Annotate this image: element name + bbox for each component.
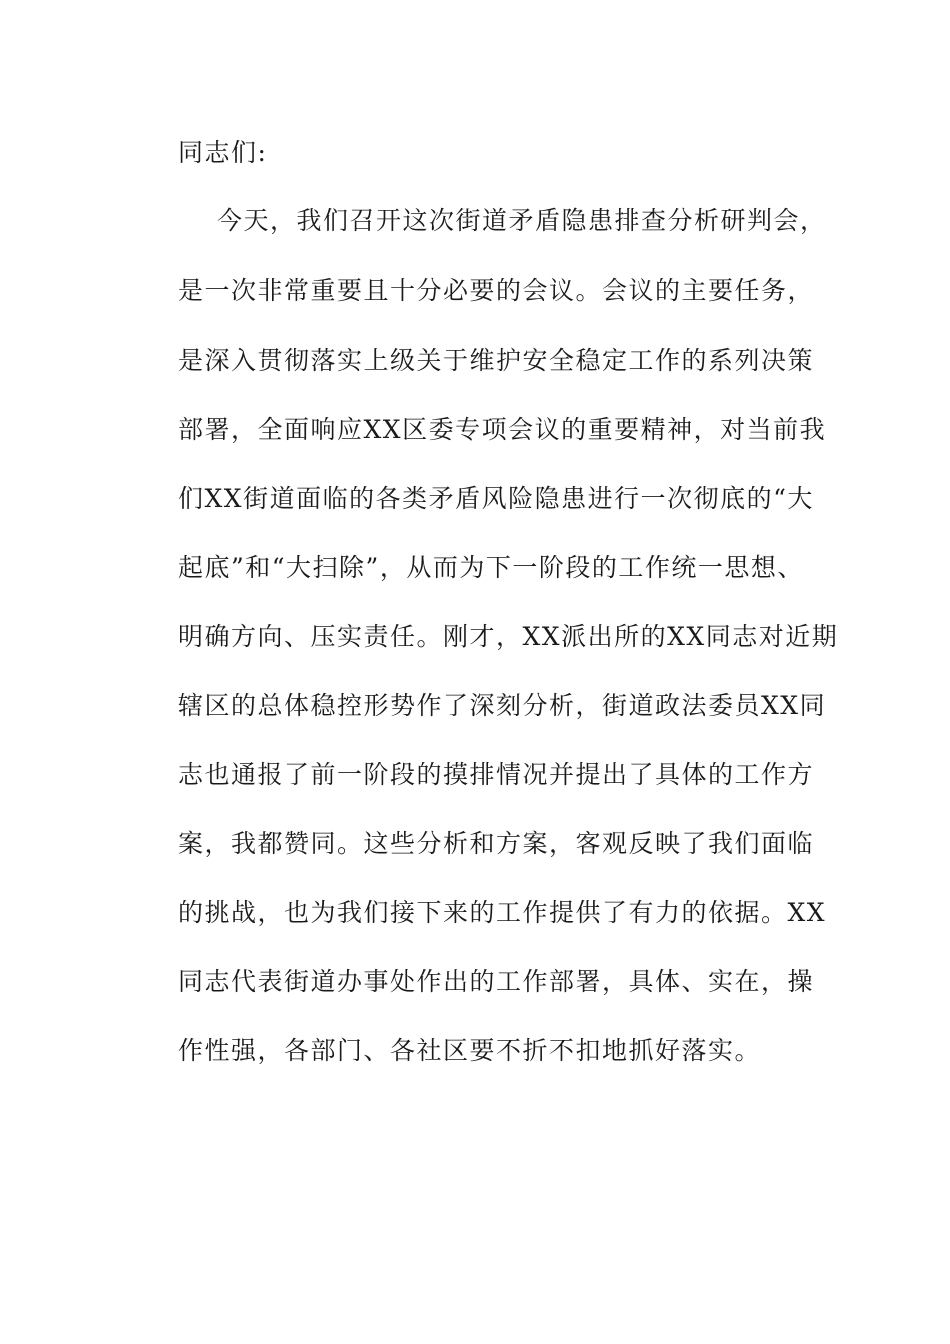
paragraph-line-11: 的挑战，也为我们接下来的工作提供了有力的依据。XX (178, 898, 827, 927)
paragraph-line-12: 同志代表街道办事处作出的工作部署，具体、实在，操 (178, 967, 815, 996)
paragraph-line-6: 起底”和“大扫除”，从而为下一阶段的工作统一思想、 (178, 553, 804, 582)
paragraph-line-2: 是一次非常重要且十分必要的会议。会议的主要任务， (178, 276, 815, 305)
paragraph-line-7: 明确方向、压实责任。刚才，XX派出所的XX同志对近期 (178, 622, 839, 651)
paragraph-line-10: 案，我都赞同。这些分析和方案，客观反映了我们面临 (178, 829, 815, 858)
paragraph-line-9: 志也通报了前一阶段的摸排情况并提出了具体的工作方 (178, 760, 815, 789)
paragraph-line-8: 辖区的总体稳控形势作了深刻分析，街道政法委员XX同 (178, 691, 827, 720)
paragraph-line-5: 们XX街道面临的各类矛盾风险隐患进行一次彻底的“大 (178, 484, 814, 513)
paragraph-line-13: 作性强，各部门、各社区要不折不扣地抓好落实。 (178, 1036, 762, 1065)
paragraph-line-4: 部署，全面响应XX区委专项会议的重要精神，对当前我 (178, 415, 827, 444)
paragraph-line-1: 今天，我们召开这次街道矛盾隐患排查分析研判会， (217, 206, 827, 235)
salutation: 同志们: (178, 138, 268, 167)
paragraph-line-3: 是深入贯彻落实上级关于维护安全稳定工作的系列决策 (178, 346, 815, 375)
